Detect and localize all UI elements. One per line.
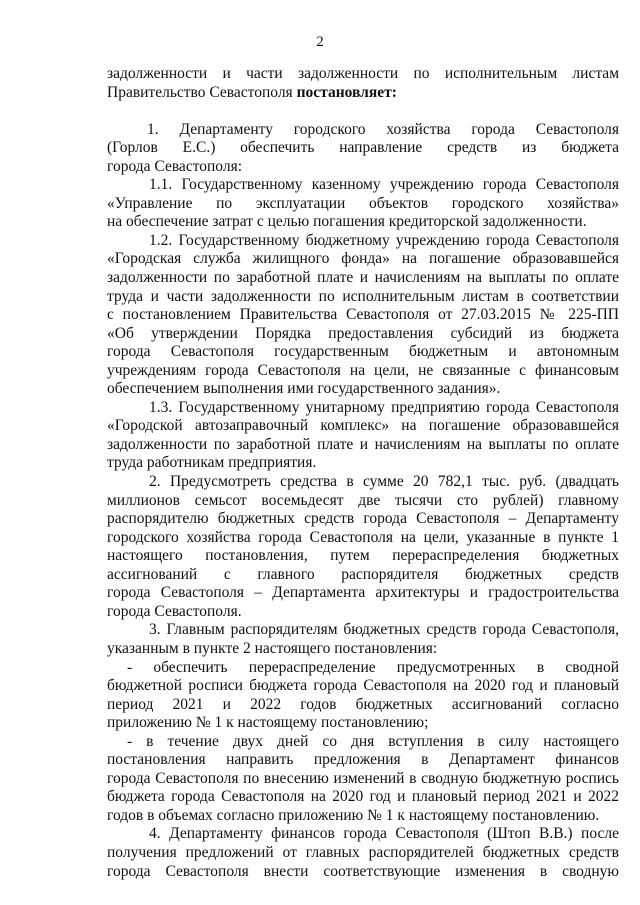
text-line: задолженности по заработной плате и начислениям на выплаты по оплате xyxy=(107,435,619,453)
text-line: «Городской автозаправочный комплекс» на погашение образовавшейся xyxy=(107,417,619,435)
text-line: города Севастополя: xyxy=(107,157,243,175)
text-line: распорядителю бюджетных средств города Севастополя – Департаменту xyxy=(107,510,619,528)
text-line: «Управление по эксплуатации объектов городского хозяйства» xyxy=(107,194,619,212)
text-line: миллионов семьсот восемьдесят две тысячи сто рублей) главному xyxy=(107,491,619,509)
text-line: приложению № 1 к настоящему постановлению; xyxy=(107,714,429,732)
text-line xyxy=(107,84,619,103)
text-line: обеспечением выполнения ими государственного задания». xyxy=(107,380,501,398)
text-line: городского хозяйства города Севастополя на цели, указанные в пункте 1 xyxy=(107,528,619,546)
text-line: 1. Департаменту городского хозяйства города Севастополя xyxy=(147,120,619,138)
text-line: «Городская служба жилищного фонда» на погашение образовавшейся xyxy=(107,250,619,268)
text-line: 3. Главным распорядителям бюджетных средств города Севастополя, xyxy=(149,621,619,639)
text-line: постановления направить предложения в Департамент финансов xyxy=(107,751,619,769)
text-line: указанным в пункте 2 настоящего постановления: xyxy=(107,639,438,657)
text-line: города Севастополя. xyxy=(107,602,242,620)
text-line: 1.1. Государственному казенному учреждению города Севастополя xyxy=(149,176,619,194)
text-line: города Севастополя внести соответствующие изменения в сводную xyxy=(107,862,619,880)
page-number: 2 xyxy=(316,34,324,50)
text-line: с постановлением Правительства Севастополя от 27.03.2015 № 225-ПП xyxy=(107,306,619,324)
text-line: ассигнований с главного распорядителя бюджетных средств xyxy=(107,565,619,583)
text-line: труда и части задолженности по исполнительным листам в соответствии xyxy=(107,287,619,305)
text-line: настоящего постановления, путем перераспределения бюджетных xyxy=(107,547,619,565)
text-line: - в течение двух дней со дня вступления в силу настоящего xyxy=(127,732,619,750)
text-line: 1.2. Государственному бюджетному учреждению города Севастополя xyxy=(149,231,619,249)
text-line: задолженности и части задолженности по исполнительным листам xyxy=(107,65,619,82)
text-line: - обеспечить перераспределение предусмотренных в сводной xyxy=(127,658,619,676)
text-line: получения предложений от главных распорядителей бюджетных средств xyxy=(107,843,619,861)
text-line: 1.3. Государственному унитарному предприятию города Севастополя xyxy=(149,398,619,416)
text-line: труда работникам предприятия. xyxy=(107,454,317,472)
body-text xyxy=(107,65,619,881)
text-span: Правительство Севастополя xyxy=(107,83,297,101)
text-line: «Об утверждении Порядка предоставления субсидий из бюджета xyxy=(107,324,619,342)
text-line: города Севастополя государственным бюджетным и автономным xyxy=(107,343,619,361)
text-line: города Севастополя по внесению изменений в сводную бюджетную роспись xyxy=(107,769,619,787)
text-line: на обеспечение затрат с целью погашения кредиторской задолженности. xyxy=(107,213,587,231)
text-line: (Горлов Е.С.) обеспечить направление средств из бюджета xyxy=(107,139,619,157)
text-line: 4. Департаменту финансов города Севастополя (Штоп В.В.) после xyxy=(149,825,619,843)
text-line: бюджетной росписи бюджета города Севастополя на 2020 год и плановый xyxy=(107,677,619,695)
text-line: города Севастополя – Департамента архитектуры и градостроительства xyxy=(107,584,619,602)
emphasis-word: постановляет: xyxy=(296,83,397,101)
text-line: годов в объемах согласно приложению № 1 к настоящему постановлению. xyxy=(107,806,600,824)
text-line: бюджета города Севастополя на 2020 год и плановый период 2021 и 2022 xyxy=(107,788,619,806)
text-line: 2. Предусмотреть средства в сумме 20 782,1 тыс. руб. (двадцать xyxy=(149,473,619,491)
text-line: учреждениям города Севастополя на цели, не связанные с финансовым xyxy=(107,361,619,379)
text-line: период 2021 и 2022 годов бюджетных ассигнований согласно xyxy=(107,695,619,713)
text-line: задолженности по заработной плате и начислениям на выплаты по оплате xyxy=(107,269,619,287)
